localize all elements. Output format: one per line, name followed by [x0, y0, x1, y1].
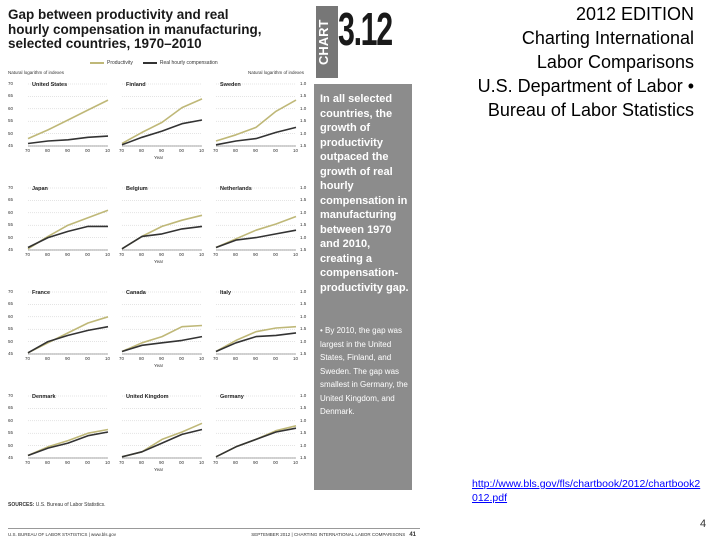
y-tick-left: 70 — [8, 185, 14, 190]
chart-panel — [112, 284, 206, 362]
y-tick-right: 1.0 — [300, 234, 307, 240]
footer-left: U.S. BUREAU OF LABOR STATISTICS | www.bls.gov — [8, 532, 117, 537]
y-tick-right: 1.0 — [300, 442, 307, 448]
x-axis-label: Year — [154, 467, 164, 472]
footer-right: SEPTEMBER 2012 | CHARTING INTERNATIONAL LABOR COMPARISONS 41 — [251, 532, 416, 538]
chart-panel — [18, 388, 112, 466]
x-tick: 10 — [293, 148, 299, 153]
y-tick-left: 45 — [8, 351, 14, 356]
panel-plot — [18, 284, 112, 366]
y-tick-right: 1.5 — [300, 351, 307, 356]
x-tick: 00 — [273, 148, 279, 153]
x-tick: 80 — [45, 460, 51, 465]
x-tick: 90 — [253, 252, 259, 257]
productivity-line — [122, 215, 202, 249]
y-tick-left: 65 — [8, 405, 14, 411]
y-tick-left: 55 — [8, 430, 14, 436]
y-tick-right: 1.5 — [300, 301, 307, 307]
x-tick: 90 — [253, 460, 259, 465]
left-axis-note: Natural logarithm of indexes — [8, 70, 65, 75]
legend-item-compensation: Real hourly compensation — [143, 60, 218, 66]
x-tick: 00 — [273, 460, 279, 465]
y-tick-right: 1.0 — [300, 313, 307, 319]
x-tick: 10 — [105, 356, 111, 361]
compensation-line — [122, 337, 202, 352]
x-tick: 10 — [199, 460, 205, 465]
compensation-line — [216, 333, 296, 352]
x-tick: 90 — [65, 148, 71, 153]
y-tick-left: 60 — [8, 313, 14, 319]
x-tick: 10 — [199, 252, 205, 257]
y-tick-left: 50 — [8, 442, 14, 448]
x-tick: 70 — [25, 356, 31, 361]
x-tick: 90 — [253, 148, 259, 153]
x-tick: 90 — [65, 356, 71, 361]
x-tick: 80 — [233, 252, 239, 257]
panel-title: Germany — [220, 394, 244, 400]
x-tick: 70 — [119, 460, 125, 465]
x-tick: 00 — [85, 356, 91, 361]
y-tick-left: 50 — [8, 130, 14, 136]
y-tick-left: 45 — [8, 247, 14, 252]
x-tick: 80 — [233, 356, 239, 361]
legend-item-productivity: Productivity — [90, 60, 133, 66]
y-tick-right: 1.5 — [300, 118, 307, 124]
edition-line: Charting International — [521, 28, 694, 48]
chart-panel — [206, 180, 300, 258]
chart-panel — [206, 76, 300, 154]
y-tick-left: 50 — [8, 338, 14, 344]
x-tick: 90 — [253, 356, 259, 361]
y-tick-right: 1.5 — [300, 455, 307, 460]
panel-title: France — [32, 290, 51, 296]
y-tick-left: 60 — [8, 417, 14, 423]
x-tick: 70 — [25, 460, 31, 465]
chart-title: Gap between productivity and real hourly compensation in manufacturing, selected countries, 1970–2010 — [8, 7, 262, 51]
y-tick-left: 60 — [8, 105, 14, 111]
y-tick-left: 65 — [8, 301, 14, 307]
chart-number: 3.12 — [338, 3, 392, 55]
x-tick: 10 — [199, 148, 205, 153]
x-tick: 00 — [179, 460, 185, 465]
panel-plot — [112, 76, 206, 158]
chart-row — [8, 76, 310, 172]
edition-line: U.S. Department of Labor • — [477, 76, 694, 96]
y-tick-left: 55 — [8, 326, 14, 332]
y-tick-right: 1.0 — [300, 289, 307, 294]
x-tick: 00 — [179, 252, 185, 257]
y-tick-right: 1.5 — [300, 93, 307, 99]
panel-plot — [112, 180, 206, 262]
y-tick-right: 1.5 — [300, 143, 307, 148]
y-tick-left: 55 — [8, 222, 14, 228]
x-tick: 70 — [25, 148, 31, 153]
panel-title: Japan — [32, 186, 48, 192]
panel-plot — [112, 284, 206, 366]
compensation-line — [216, 428, 296, 457]
y-tick-right: 1.0 — [300, 130, 307, 136]
x-tick: 90 — [159, 252, 165, 257]
x-tick: 90 — [159, 460, 165, 465]
panel-plot — [112, 388, 206, 470]
x-tick: 00 — [273, 356, 279, 361]
x-tick: 80 — [139, 148, 145, 153]
panel-plot — [206, 180, 300, 262]
x-tick: 70 — [119, 252, 125, 257]
slide-number: 4 — [700, 518, 707, 530]
panel-title: Finland — [126, 82, 146, 88]
edition-title — [420, 2, 694, 122]
chart-panel — [18, 284, 112, 362]
x-tick: 70 — [119, 356, 125, 361]
panel-title: Italy — [220, 290, 232, 296]
y-tick-left: 60 — [8, 209, 14, 215]
compensation-line — [122, 430, 202, 457]
panel-title: Sweden — [220, 82, 241, 88]
y-tick-right: 1.5 — [300, 197, 307, 203]
y-tick-right: 1.0 — [300, 393, 307, 398]
sidebar-bullet: • By 2010, the gap was largest in the United States, Finland, and Sweden. The gap was smallest in Germany, the United Kingdom, and Denmark. — [320, 326, 408, 416]
panel-plot — [18, 180, 112, 262]
edition-line: Labor Comparisons — [536, 52, 694, 72]
y-tick-left: 50 — [8, 234, 14, 240]
chart-panel — [18, 180, 112, 258]
panel-plot — [206, 388, 300, 470]
x-tick: 80 — [45, 148, 51, 153]
compensation-line — [28, 432, 108, 456]
y-tick-left: 65 — [8, 197, 14, 203]
panel-plot — [18, 388, 112, 470]
y-tick-right: 1.0 — [300, 105, 307, 111]
y-tick-right: 1.0 — [300, 417, 307, 423]
x-tick: 70 — [25, 252, 31, 257]
x-tick: 00 — [85, 252, 91, 257]
panel-title: Belgium — [126, 186, 148, 192]
chart-panel — [206, 388, 300, 466]
y-tick-left: 45 — [8, 455, 14, 460]
productivity-line — [28, 100, 108, 139]
chart-panel — [18, 76, 112, 154]
y-tick-right: 1.0 — [300, 185, 307, 190]
productivity-line — [216, 327, 296, 352]
compensation-line — [28, 136, 108, 143]
book-footer — [8, 528, 420, 537]
x-tick: 70 — [213, 356, 219, 361]
panel-title: Canada — [126, 290, 146, 296]
panel-plot — [206, 284, 300, 366]
x-tick: 70 — [213, 460, 219, 465]
y-tick-left: 70 — [8, 289, 14, 294]
x-tick: 70 — [119, 148, 125, 153]
y-tick-left: 70 — [8, 81, 14, 86]
x-tick: 90 — [159, 148, 165, 153]
edition-line: 2012 EDITION — [575, 4, 694, 24]
y-tick-left: 70 — [8, 393, 14, 398]
y-tick-left: 65 — [8, 93, 14, 99]
x-tick: 90 — [65, 252, 71, 257]
x-axis-label: Year — [154, 155, 164, 160]
y-tick-right: 1.5 — [300, 430, 307, 436]
footer-page-number: 41 — [409, 532, 416, 538]
chart-panel — [206, 284, 300, 362]
chartbook-link[interactable]: http://www.bls.gov/fls/chartbook/2012/chartbook2012.pdf — [472, 478, 701, 504]
panel-title: United Kingdom — [126, 394, 169, 400]
x-axis-label: Year — [154, 363, 164, 368]
x-tick: 00 — [85, 148, 91, 153]
x-tick: 00 — [179, 148, 185, 153]
x-axis-label: Year — [154, 259, 164, 264]
y-tick-right: 1.5 — [300, 326, 307, 332]
y-tick-right: 1.5 — [300, 222, 307, 228]
compensation-line — [122, 120, 202, 145]
chart-panel — [112, 180, 206, 258]
panel-title: Denmark — [32, 394, 56, 400]
panel-plot — [18, 76, 112, 158]
x-tick: 80 — [139, 356, 145, 361]
x-tick: 10 — [105, 148, 111, 153]
y-tick-right: 1.0 — [300, 81, 307, 86]
x-tick: 10 — [105, 460, 111, 465]
x-tick: 70 — [213, 252, 219, 257]
x-tick: 80 — [45, 356, 51, 361]
panel-title: Netherlands — [220, 186, 252, 192]
productivity-line — [28, 210, 108, 249]
right-axis-note: Natural logarithm of indexes — [248, 70, 305, 75]
x-tick: 90 — [65, 460, 71, 465]
sources-note: SOURCES: U.S. Bureau of Labor Statistics. — [8, 502, 106, 508]
productivity-line — [216, 100, 296, 141]
y-tick-right: 1.5 — [300, 405, 307, 411]
y-tick-right: 1.0 — [300, 209, 307, 215]
chart-row — [8, 284, 310, 380]
x-tick: 80 — [139, 460, 145, 465]
x-tick: 00 — [179, 356, 185, 361]
x-tick: 10 — [199, 356, 205, 361]
x-tick: 00 — [273, 252, 279, 257]
x-tick: 80 — [139, 252, 145, 257]
y-tick-left: 45 — [8, 143, 14, 148]
x-tick: 10 — [293, 356, 299, 361]
x-tick: 10 — [293, 252, 299, 257]
edition-line: Bureau of Labor Statistics — [487, 100, 694, 120]
chart-row — [8, 180, 310, 276]
panel-title: United States — [32, 82, 68, 88]
x-tick: 80 — [45, 252, 51, 257]
y-tick-right: 1.0 — [300, 338, 307, 344]
compensation-line — [28, 327, 108, 353]
chart-row — [8, 388, 310, 484]
panel-plot — [206, 76, 300, 158]
x-tick: 00 — [85, 460, 91, 465]
sidebar-headline: In all selected countries, the growth of productivity outpaced the growth of real hourly compensation in manufacturing between 1970 and 2010, creating a compensation-productivity gap. — [320, 93, 409, 294]
x-tick: 70 — [213, 148, 219, 153]
legend — [90, 60, 218, 66]
productivity-line — [122, 423, 202, 457]
x-tick: 10 — [293, 460, 299, 465]
x-tick: 80 — [233, 460, 239, 465]
compensation-line — [28, 226, 108, 247]
x-tick: 90 — [159, 356, 165, 361]
x-tick: 10 — [105, 252, 111, 257]
chart-word: CHART — [316, 6, 338, 78]
y-tick-right: 1.5 — [300, 247, 307, 252]
x-tick: 80 — [233, 148, 239, 153]
chart-panel — [112, 388, 206, 466]
chart-panel — [112, 76, 206, 154]
y-tick-left: 55 — [8, 118, 14, 124]
compensation-line — [216, 230, 296, 247]
compensation-line — [216, 127, 296, 144]
